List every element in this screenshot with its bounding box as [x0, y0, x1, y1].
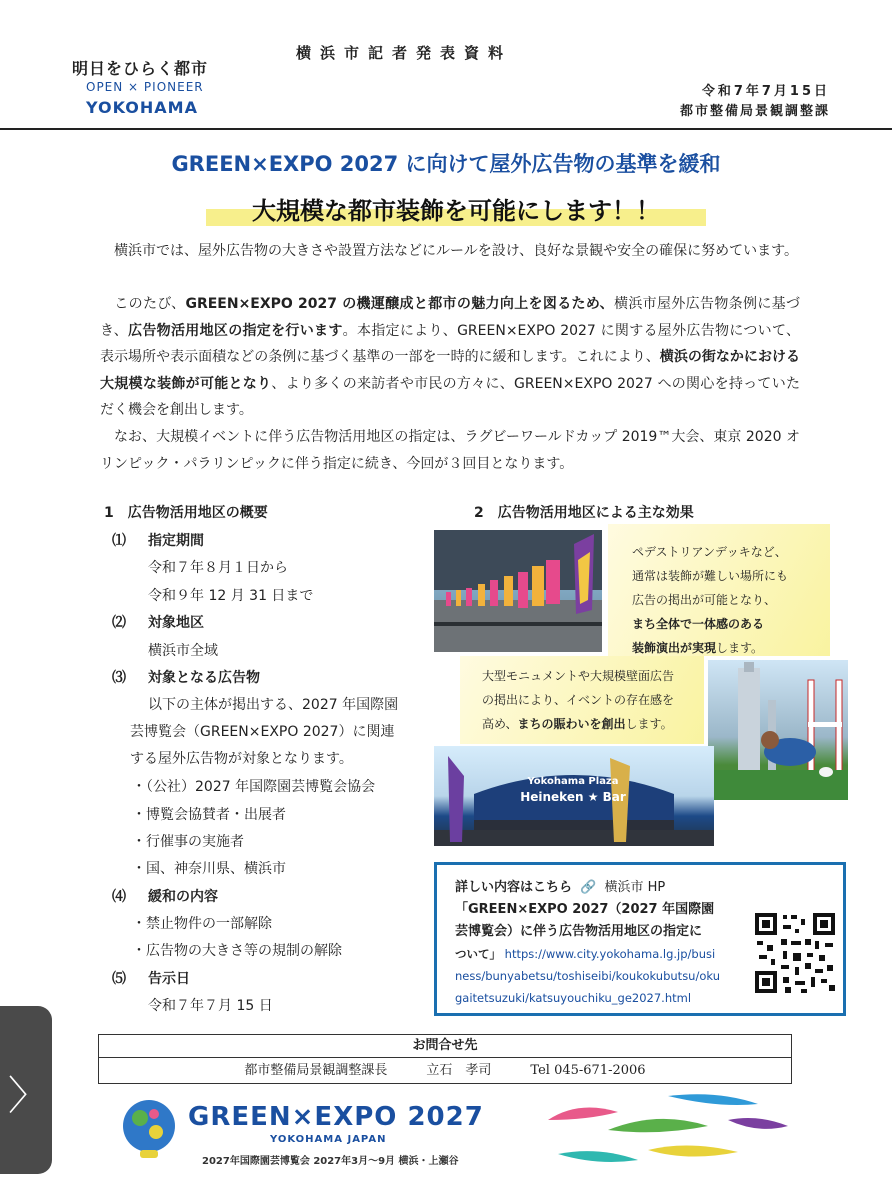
intro-text-2e: 。本指定により、GREEN×EXPO 2027 に関する屋外広告物について、表示場所や表示面積などの条例に基づく基準の一部を一時的に緩和します。これにより、 — [100, 322, 800, 365]
relax-item: ・広告物の大きさ等の規制の解除 — [132, 943, 342, 959]
details-title-2: 芸博覧会）に伴う広告物活用地区の指定に — [455, 924, 703, 939]
department: 都市整備局景観調整課 — [679, 104, 830, 119]
effect1-tail: します。 — [716, 641, 764, 655]
expo-mascot-logo — [120, 1098, 178, 1160]
details-site: 横浜市 HP — [604, 880, 666, 895]
details-title-1: 「GREEN×EXPO 2027（2027 年国際園 — [455, 902, 715, 917]
intro-text-2a: このたび、 — [114, 296, 186, 312]
effect2-tail: します。 — [625, 717, 673, 731]
notice-num: ⑸ — [112, 971, 126, 987]
effect1-line: ペデストリアンデッキなど、 — [632, 545, 787, 559]
area-value: 横浜市全域 — [148, 643, 218, 659]
intro-text-2d: 広告物活用地区の指定を行います — [128, 322, 343, 339]
page-title: GREEN×EXPO 2027 に向けて屋外広告物の基準を緩和 — [171, 152, 721, 176]
effect1-line: 通常は装飾が難しい場所にも — [632, 569, 789, 583]
section2-heading: 2 広告物活用地区による主な効果 — [474, 505, 694, 521]
relax-item: ・禁止物件の一部解除 — [132, 916, 272, 932]
expo-sub: YOKOHAMA JAPAN — [270, 1134, 387, 1145]
contact-box — [98, 1034, 792, 1084]
deck-banners-illustration — [434, 530, 602, 652]
heineken-bar-photo — [434, 746, 714, 846]
effect-callout-1 — [608, 524, 830, 656]
period-num: ⑴ — [112, 533, 126, 549]
deck-banners-photo — [434, 530, 602, 652]
brand-tagline: 明日をひらく都市 — [72, 59, 209, 78]
intro-text-2f: 横浜の街なかにおける大規模な装飾が可能となり — [100, 349, 801, 392]
photo-sign-2: Heineken ★ Bar — [520, 790, 626, 804]
period-label: 指定期間 — [148, 533, 204, 549]
contact-heading: お問合せ先 — [99, 1035, 791, 1058]
effect2-bold: まちの賑わいを創出 — [517, 717, 626, 731]
release-date: 令和7年7月15日 — [701, 84, 830, 99]
effect2-prefix: 高め、 — [482, 717, 518, 731]
page-subtitle: 大規模な都市装飾を可能にします！！ — [206, 193, 706, 229]
intro-paragraph-2 — [100, 291, 800, 424]
expo-banner — [98, 1090, 792, 1178]
effect2-line: の掲出により、イベントの存在感を — [482, 693, 675, 707]
target-desc-3: する屋外広告物が対象となります。 — [130, 751, 353, 767]
details-label: 詳しい内容はこちら — [455, 880, 573, 895]
details-url-3[interactable]: gaitetsuzuki/katsuyouchiku_ge2027.html — [455, 991, 692, 1005]
link-icon: 🔗 — [580, 880, 597, 895]
effect-callout-2 — [460, 656, 704, 744]
target-num: ⑶ — [112, 670, 126, 686]
contact-line: 都市整備局景観調整課長 立石 孝司 Tel 045-671-2006 — [244, 1063, 646, 1078]
target-item: ・博覧会協賛者・出展者 — [132, 807, 286, 823]
target-item: ・行催事の実施者 — [132, 834, 244, 850]
brand-sub: OPEN × PIONEER — [86, 80, 204, 94]
photo-sign-1: Yokohama Plaza — [527, 776, 619, 787]
relax-label: 緩和の内容 — [148, 889, 218, 905]
area-label: 対象地区 — [148, 615, 204, 631]
section1-heading: 1 広告物活用地区の概要 — [104, 505, 268, 521]
intro-paragraph-1 — [100, 238, 800, 265]
intro-paragraph-3 — [100, 424, 800, 477]
chevron-right-icon[interactable]: 〉 — [8, 1073, 48, 1119]
intro-text-2c: 横浜市屋外広告物条例に基づき、 — [100, 296, 800, 339]
expo-logo: GREEN×EXPO 2027 — [188, 1102, 484, 1132]
details-title-3: ついて」 — [455, 947, 501, 961]
rugby-monument-illustration — [708, 660, 848, 800]
target-label: 対象となる広告物 — [148, 670, 260, 686]
target-item: ・（公社）2027 年国際園芸博覧会協会 — [132, 779, 376, 795]
qr-code[interactable] — [755, 913, 835, 993]
expo-decor — [518, 1090, 792, 1178]
target-desc-2: 芸博覧会（GREEN×EXPO 2027）に関連 — [130, 724, 395, 740]
press-title: 横浜市記者発表資料 — [296, 44, 513, 62]
area-num: ⑵ — [112, 615, 126, 631]
details-url-2[interactable]: ness/bunyabetsu/toshiseibi/koukokubutsu/oku — [455, 969, 720, 983]
rugby-monument-photo — [708, 660, 848, 800]
expo-caption: 2027年国際園芸博覧会 2027年3月～9月 横浜・上瀬谷 — [202, 1156, 459, 1167]
effect2-line: 大型モニュメントや大規模壁面広告 — [482, 669, 675, 683]
target-desc-1: 以下の主体が掲出する、2027 年国際園 — [148, 697, 399, 713]
effect1-bold-1: まち全体で一体感のある — [632, 617, 765, 631]
intro-text-1: 横浜市では、屋外広告物の大きさや設置方法などにルールを設け、良好な景観や安全の確保に努めています。 — [114, 243, 799, 259]
effect1-line: 広告の掲出が可能となり、 — [632, 593, 777, 607]
notice-label: 告示日 — [148, 971, 190, 987]
details-box — [434, 862, 846, 1016]
period-from: 令和７年８月１日から — [148, 560, 288, 576]
details-url-1[interactable]: https://www.city.yokohama.lg.jp/busi — [504, 947, 716, 961]
period-to: 令和９年 12 月 31 日まで — [148, 588, 314, 604]
effect1-bold-2: 装飾演出が実現 — [632, 641, 717, 655]
brand-city: YOKOHAMA — [86, 98, 198, 117]
intro-text-2b: GREEN×EXPO 2027 の機運醸成と都市の魅力向上を図るため、 — [185, 296, 614, 312]
next-page-tab[interactable] — [0, 1006, 52, 1174]
intro-text-2g: 、より多くの来訪者や市民の方々に、GREEN×EXPO 2027 への関心を持っていただく機会を創出します。 — [100, 375, 800, 418]
intro-text-3: なお、大規模イベントに伴う広告物活用地区の指定は、ラグビーワールドカップ 2019™大会、東京 2020 オリンピック・パラリンピックに伴う指定に続き、今回が３回目となります。 — [100, 429, 800, 472]
relax-num: ⑷ — [112, 889, 126, 905]
target-item: ・国、神奈川県、横浜市 — [132, 861, 286, 877]
notice-value: 令和７年７月 15 日 — [148, 998, 273, 1014]
